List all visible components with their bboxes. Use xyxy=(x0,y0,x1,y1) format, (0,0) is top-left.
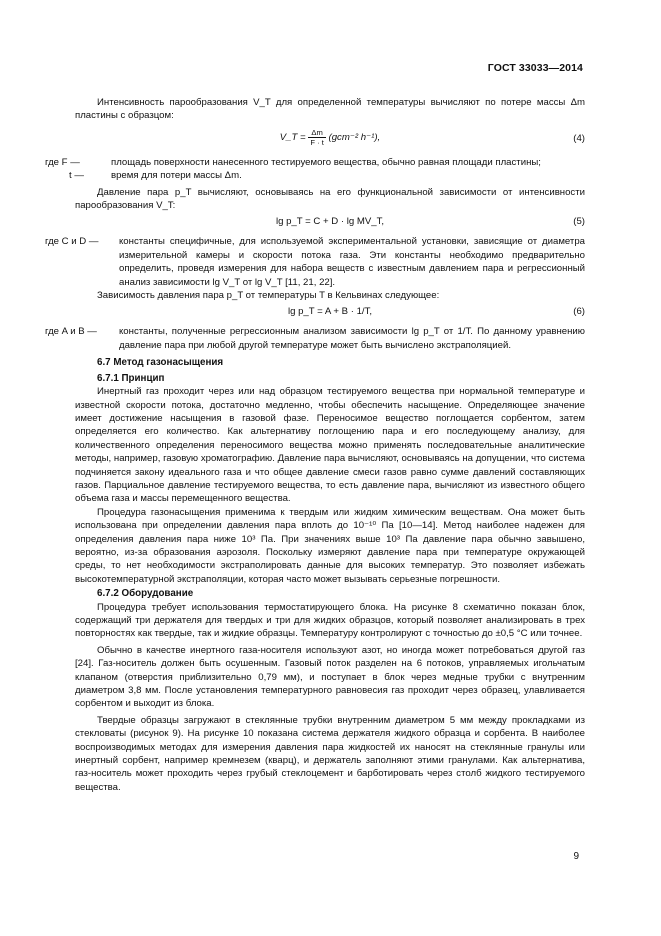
paragraph-temperature-dependence: Зависимость давления пара p_T от температуры T в Кельвинах следующее: xyxy=(97,290,440,302)
section-6-7-heading: 6.7 Метод газонасыщения xyxy=(97,357,224,369)
standard-header: ГОСТ 33033—2014 xyxy=(487,62,583,74)
formula-4-lhs: V_T = xyxy=(279,131,306,143)
definition-F-text: площадь поверхности нанесенного тестируемого вещества, обычно равная площади пластины; xyxy=(111,156,541,168)
definition-C-D xyxy=(45,235,585,289)
definition-A-B-text: константы, полученные регрессионным анализом зависимости lg p_T от 1/T. По данному уравнению давление пара при любой другой температуре может быть вычислено экстраполяцией. xyxy=(119,326,585,351)
formula-6-number: (6) xyxy=(573,306,585,318)
formula-4 xyxy=(75,128,585,150)
definition-F xyxy=(45,156,585,169)
formula-4-rhs: (gcm⁻² h⁻¹), xyxy=(328,131,381,143)
definition-F-label: где F — xyxy=(45,156,80,168)
formula-4-denominator: F · t xyxy=(310,137,324,147)
formula-4-body xyxy=(75,128,585,147)
formula-6 xyxy=(75,305,585,319)
section-6-7-1-heading: 6.7.1 Принцип xyxy=(97,372,165,384)
paragraph-vapor-pressure: Давление пара p_T вычисляют, основываясь на его функциональной зависимости от интенсивности парообразования V_T: xyxy=(75,186,585,212)
definition-C-D-text: константы специфичные, для используемой экспериментальной установки, зависящие от диаметра измерительной камеры и скорости потока газа. Эти константы необходимо предварительно определить, проведя измерения для набора веществ с известным давлением пара и регрессионный анализ зависимости lg V_T от lg V_T [11, 21, 22]. xyxy=(119,236,585,288)
paragraph-applicability: Процедура газонасыщения применима к твердым или жидким химическим веществам. Она может быть использована при определении давления пара вплоть до 10⁻¹⁰ Па [10—14]. Метод наиболее надежен для определения давления пара ниже 10³ Па. При значениях выше 10³ Па давление пара обычно завышено, вероятно, из-за образования аэрозоля. Поскольку измеряют давление пара при температуре окружающей среды, то нет необходимости экстраполировать данные для высоких температур. Это позволяет избежать высокотемпературной экстраполяции, которая часто может вызывать серьезные погрешности. xyxy=(75,506,585,585)
formula-4-fraction xyxy=(308,128,326,147)
paragraph-principle: Инертный газ проходит через или над образцом тестируемого вещества при нормальной температуре и известной скорости потока, достаточно медленно, чтобы обеспечить насыщение. Определяющее значение имеет достижение насыщения в газовой фазе. Переносимое вещество поглощается сорбентом, затем определяется его количество. Как альтернативу поглощению пара и его последующему анализу, для количественного определения переносимого вещества можно применять последовательные аналитические методы, например, газовую хроматографию. Давление пара вычисляют, основываясь на допущении, что система подчиняется закону идеального газа и что общее давление смеси газов равно сумме давлений составляющих газов. Парциальное давление тестируемого вещества, то есть давление пара, вычисляют из известного общего объема газа и массы перемещенного вещества. xyxy=(75,386,585,505)
paragraph-samples: Твердые образцы загружают в стеклянные трубки внутренним диаметром 5 мм между прокладками из стекловаты (рисунок 9). На рисунке 10 показана система держателя жидкого образца и сорбента. В наиболее воспроизводимых методах для измерения давления пара жидкостей их наносят на стеклянные гранулы или инертный сорбент, например кремнезем (кварц), и держатель заполняют этими гранулами. Как альтернатива, газ-носитель может проходить через грубый стеклоцемент и барботировать через столб жидкого тестируемого вещества. xyxy=(75,714,585,793)
definition-A-B xyxy=(45,325,585,352)
paragraph-carrier-gas: Обычно в качестве инертного газа-носителя используют азот, но иногда может потребоваться другой газ [24]. Газ-носитель должен быть осушенным. Газовый поток разделен на 6 потоков, управляемых игольчатым клапаном (отверстия приблизительно 0,79 мм), и поступает в блок через медные трубки с внутренним диаметром 3,8 мм. После установления температурного равновесия газ проходит через образец, улавливается сорбентом и выходит из блока. xyxy=(75,644,585,710)
formula-4-number: (4) xyxy=(573,132,585,144)
page-number: 9 xyxy=(573,851,579,862)
formula-5-body: lg p_T = C + D · lg MV_T, xyxy=(275,216,385,228)
definition-t xyxy=(69,169,585,182)
paragraph-equipment: Процедура требует использования термостатирующего блока. На рисунке 8 схематично показан блок, содержащий три держателя для твердых и три для жидких образцов, который позволяет анализировать в трех повторностях как твердые, так и жидкие образцы. Температуру контролируют с точностью до ±0,5 °С или точнее. xyxy=(75,601,585,640)
paragraph-vapor-intensity: Интенсивность парообразования V_T для определенной температуры вычисляют по потере массы Δm пластины с образцом: xyxy=(75,97,585,122)
definition-A-B-label: где A и B — xyxy=(45,326,97,338)
definition-C-D-label: где C и D — xyxy=(45,236,99,248)
formula-4-numerator: Δm xyxy=(308,128,326,138)
section-6-7-2-heading: 6.7.2 Оборудование xyxy=(97,588,194,600)
document-body xyxy=(45,96,585,794)
definition-t-label: t — xyxy=(69,170,84,182)
formula-5 xyxy=(75,215,585,229)
formula-6-body: lg p_T = A + B · 1/T, xyxy=(287,306,373,318)
definition-t-text: время для потери массы Δm. xyxy=(111,170,242,182)
formula-5-number: (5) xyxy=(573,216,585,228)
